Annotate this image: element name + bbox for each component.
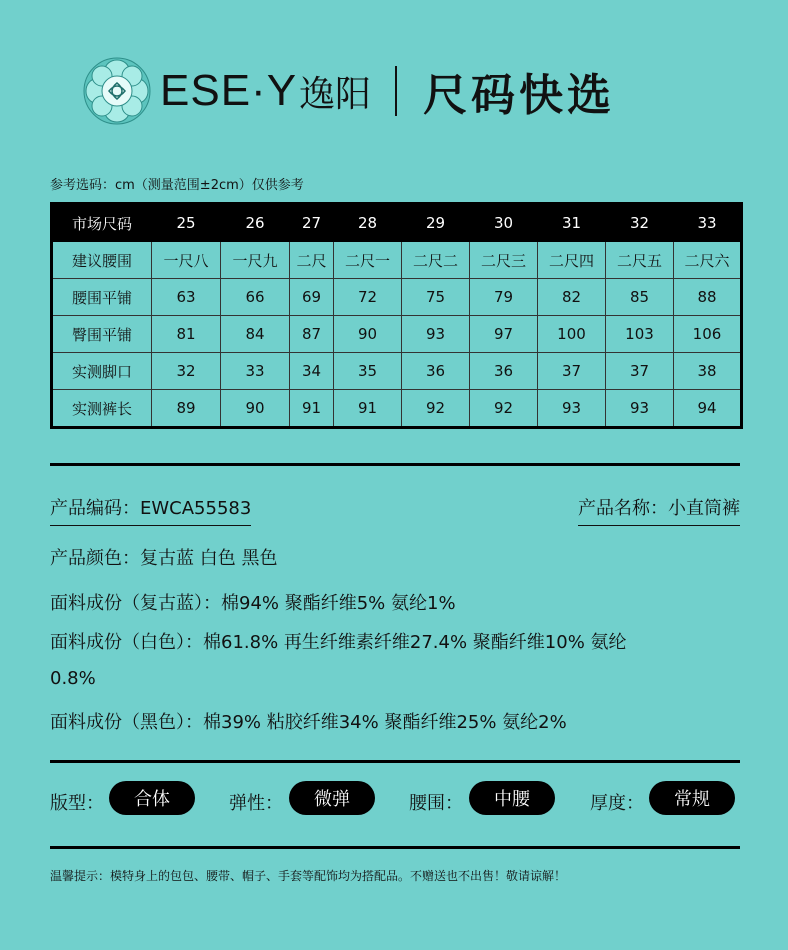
table-row-label: 实测脚口 [52,353,152,390]
table-cell: 92 [470,390,538,428]
table-cell: 89 [152,390,221,428]
table-header-cell: 26 [221,204,290,242]
table-cell: 91 [290,390,334,428]
size-reference-note: 参考选码：cm（测量范围±2cm）仅供参考 [50,178,304,193]
table-row [52,316,742,353]
table-row-label: 臀围平铺 [52,316,152,353]
table-cell: 81 [152,316,221,353]
table-header-cell: 市场尺码 [52,204,152,242]
table-cell: 90 [221,390,290,428]
product-colors: 产品颜色：复古蓝 白色 黑色 [50,548,278,569]
fabric-composition-white-cont: 0.8% [50,668,96,689]
table-cell: 37 [606,353,674,390]
table-cell: 二尺六 [674,242,742,279]
table-cell: 二尺五 [606,242,674,279]
table-cell: 二尺二 [402,242,470,279]
table-row [52,390,742,428]
product-attributes [50,781,740,817]
table-header-cell: 25 [152,204,221,242]
page-title: 尺码快选 [423,70,616,121]
table-row [52,279,742,316]
table-header-cell: 30 [470,204,538,242]
footer-note: 温馨提示：模特身上的包包、腰带、帽子、手套等配饰均为搭配品。不赠送也不出售！敬请谅解！ [50,869,567,883]
fabric-composition-white: 面料成份（白色）：棉61.8% 再生纤维素纤维27.4% 聚酯纤维10% 氨纶 [50,632,627,653]
table-cell: 87 [290,316,334,353]
table-cell: 二尺 [290,242,334,279]
table-cell: 85 [606,279,674,316]
fabric-composition-black: 面料成份（黑色）：棉39% 粘胶纤维34% 聚酯纤维25% 氨纶2% [50,712,567,733]
attribute-badge-stretch: 微弹 [289,781,375,815]
table-cell: 63 [152,279,221,316]
table-cell: 97 [470,316,538,353]
section-divider [50,846,740,849]
table-row [52,353,742,390]
table-header-cell: 27 [290,204,334,242]
table-row-label: 实测裤长 [52,390,152,428]
table-cell: 91 [334,390,402,428]
table-cell: 33 [221,353,290,390]
table-cell: 93 [402,316,470,353]
table-cell: 88 [674,279,742,316]
fabric-composition-blue: 面料成份（复古蓝）：棉94% 聚酯纤维5% 氨纶1% [50,593,456,614]
table-header-cell: 29 [402,204,470,242]
camellia-flower-logo-icon [82,56,152,126]
table-cell: 93 [538,390,606,428]
section-divider [50,463,740,466]
brand-name-latin: ESE·Y [160,66,298,115]
table-row-label: 腰围平铺 [52,279,152,316]
header-divider [395,66,397,116]
table-header-cell: 33 [674,204,742,242]
table-cell: 93 [606,390,674,428]
attribute-label-thickness: 厚度： [590,793,644,814]
table-cell: 36 [402,353,470,390]
table-cell: 36 [470,353,538,390]
table-cell: 90 [334,316,402,353]
table-cell: 一尺八 [152,242,221,279]
product-code: 产品编码：EWCA55583 [50,494,251,526]
table-cell: 一尺九 [221,242,290,279]
table-row-label: 建议腰围 [52,242,152,279]
attribute-badge-thickness: 常规 [649,781,735,815]
table-cell: 66 [221,279,290,316]
table-header-cell: 31 [538,204,606,242]
product-name: 产品名称：小直筒裤 [578,494,740,526]
table-cell: 69 [290,279,334,316]
table-cell: 103 [606,316,674,353]
table-cell: 37 [538,353,606,390]
table-cell: 35 [334,353,402,390]
table-cell: 79 [470,279,538,316]
table-cell: 94 [674,390,742,428]
table-cell: 84 [221,316,290,353]
attribute-label-fit: 版型： [50,793,104,814]
brand-name-chinese: 逸阳 [299,73,372,115]
table-cell: 38 [674,353,742,390]
size-table [50,202,743,429]
table-cell: 106 [674,316,742,353]
section-divider [50,760,740,763]
attribute-badge-waist: 中腰 [469,781,555,815]
attribute-label-waist: 腰围： [409,793,463,814]
attribute-badge-fit: 合体 [109,781,195,815]
attribute-label-stretch: 弹性： [229,793,283,814]
table-cell: 92 [402,390,470,428]
table-cell: 二尺一 [334,242,402,279]
table-cell: 32 [152,353,221,390]
table-cell: 82 [538,279,606,316]
size-table-header-row [52,204,742,242]
table-cell: 二尺四 [538,242,606,279]
table-cell: 34 [290,353,334,390]
table-row [52,242,742,279]
table-cell: 二尺三 [470,242,538,279]
brand-header [82,55,615,127]
table-header-cell: 32 [606,204,674,242]
table-cell: 72 [334,279,402,316]
table-cell: 75 [402,279,470,316]
table-header-cell: 28 [334,204,402,242]
table-cell: 100 [538,316,606,353]
